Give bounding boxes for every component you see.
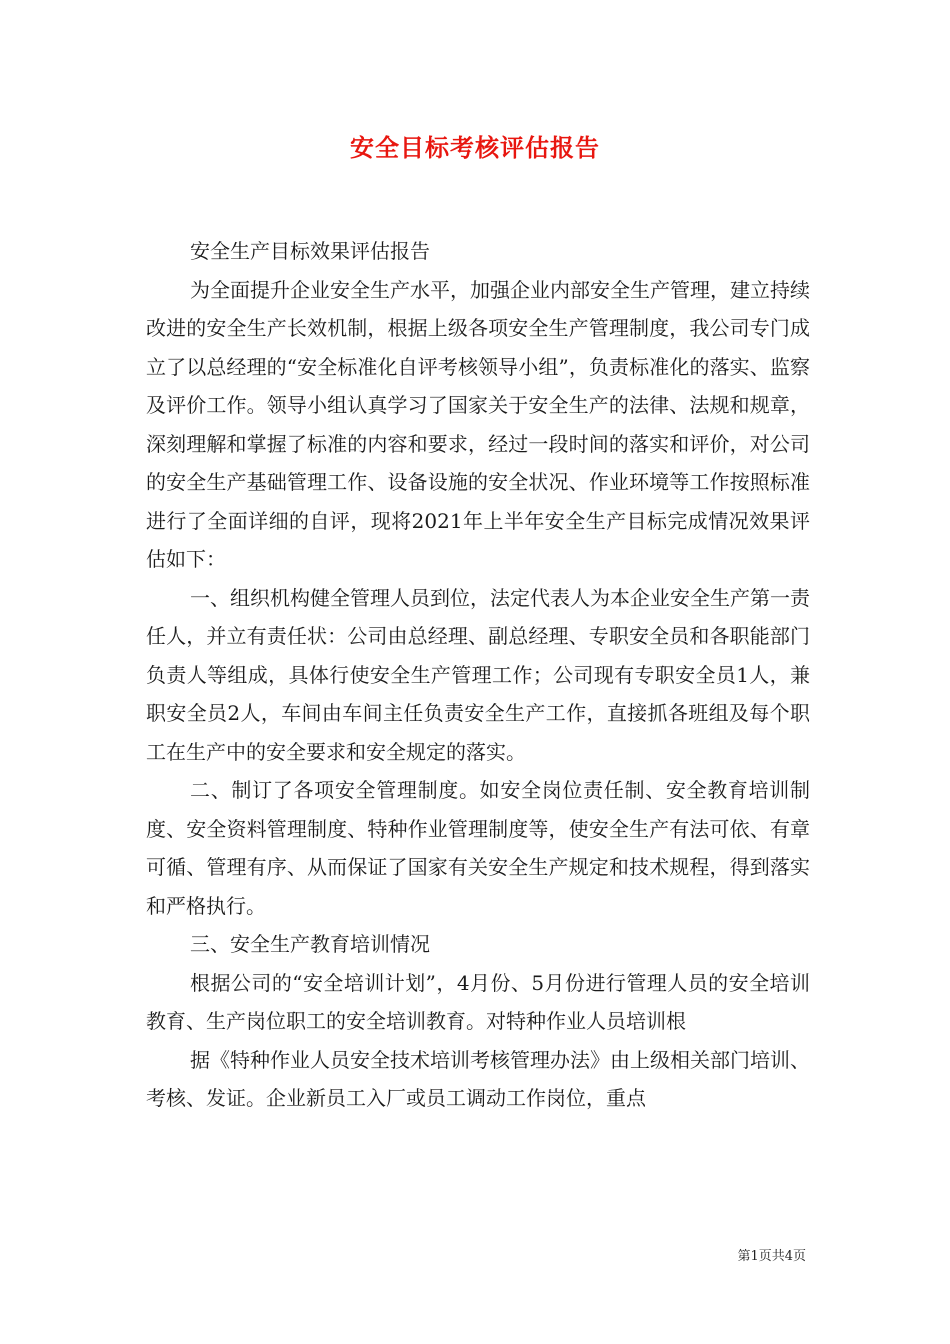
document-body xyxy=(146,232,810,1118)
paragraph-subtitle: 安全生产目标效果评估报告 xyxy=(190,239,430,263)
page-number: 第1页共4页 xyxy=(737,1249,806,1264)
paragraph-intro: 为全面提升企业安全生产水平，加强企业内部安全生产管理，建立持续改进的安全生产长效机制，根据上级各项安全生产管理制度，我公司专门成立了以总经理的“安全标准化自评考核领导小组”，负责标准化的落实、监察及评价工作。领导小组认真学习了国家关于安全生产的法律、法规和规章，深刻理解和掌握了标准的内容和要求，经过一段时间的落实和评价，对公司的安全生产基础管理工作、设备设施的安全状况、作业环境等工作按照标准进行了全面详细的自评，现将2021年上半年安全生产目标完成情况效果评估如下： xyxy=(146,277,810,571)
document-title: 安全目标考核评估报告 xyxy=(350,133,600,162)
paragraph-training-2: 据《特种作业人员安全技术培训考核管理办法》由上级相关部门培训、考核、发证。企业新员工入厂或员工调动工作岗位，重点 xyxy=(146,1047,810,1110)
paragraph-section-3-heading: 三、安全生产教育培训情况 xyxy=(190,932,430,956)
paragraph-section-2: 二、制订了各项安全管理制度。如安全岗位责任制、安全教育培训制度、安全资料管理制度、特种作业管理制度等，使安全生产有法可依、有章可循、管理有序、从而保证了国家有关安全生产规定和技术规程，得到落实和严格执行。 xyxy=(146,778,810,918)
paragraph-training-1: 根据公司的“安全培训计划”，4月份、5月份进行管理人员的安全培训教育、生产岗位职工的安全培训教育。对特种作业人员培训根 xyxy=(146,970,810,1033)
paragraph-section-1: 一、组织机构健全管理人员到位，法定代表人为本企业安全生产第一责任人，并立有责任状：公司由总经理、副总经理、专职安全员和各职能部门负责人等组成，具体行使安全生产管理工作；公司现有专职安全员1人，兼职安全员2人，车间由车间主任负责安全生产工作，直接抓各班组及每个职工在生产中的安全要求和安全规定的落实。 xyxy=(146,585,810,764)
